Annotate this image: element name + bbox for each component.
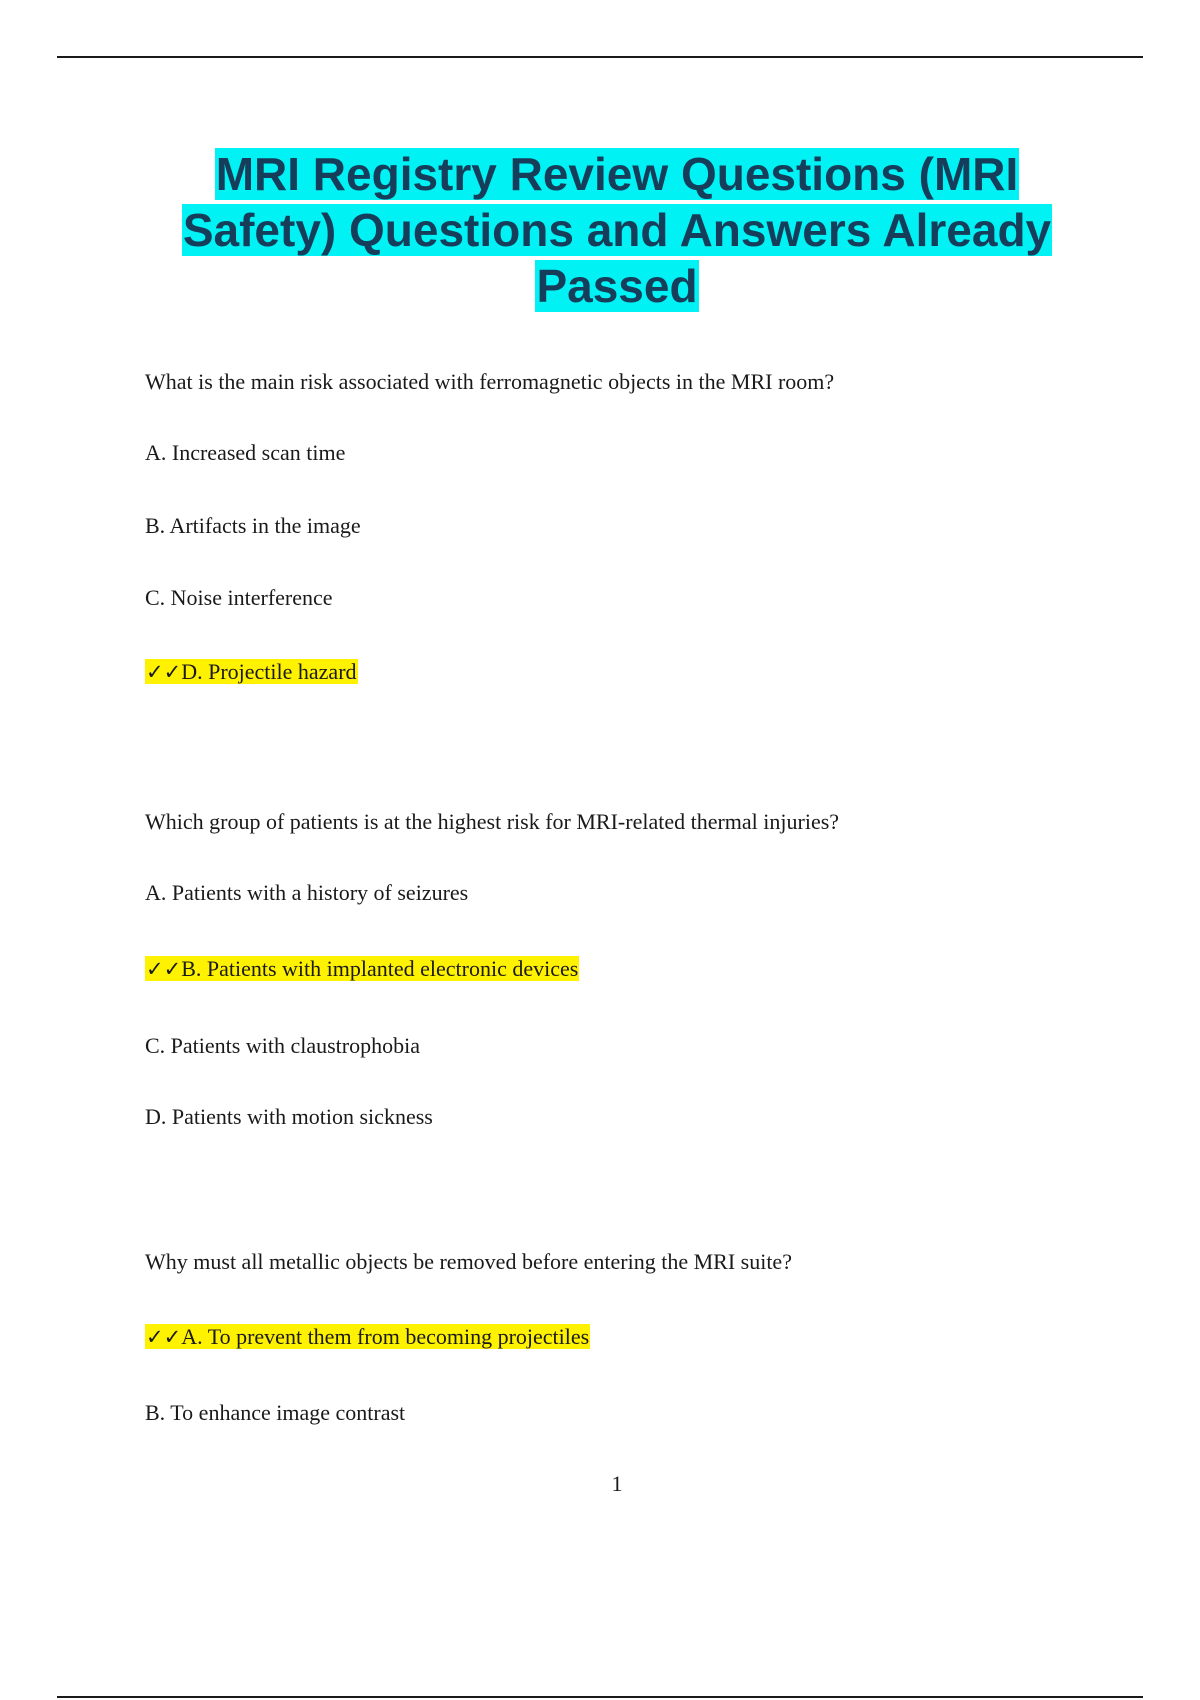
question-3-option-a-correct [145,1322,590,1352]
question-2-prompt: Which group of patients is at the highest risk for MRI-related thermal injuries? [145,809,840,834]
checkmark-icon: ✓✓ [146,1325,182,1349]
title-line: Passed [536,260,698,312]
question-2-option-d: D. Patients with motion sickness [145,1104,433,1129]
bottom-rule [57,1696,1143,1698]
document-title [60,146,1174,314]
title-line: Safety) Questions and Answers Already [182,204,1052,256]
checkmark-icon: ✓✓ [146,957,182,981]
correct-answer-highlight [145,1324,590,1349]
question-2-option-b-correct [145,954,579,984]
question-1-option-d-correct [145,657,358,687]
question-3-option-b: B. To enhance image contrast [145,1400,406,1425]
question-3-prompt: Why must all metallic objects be removed before entering the MRI suite? [145,1249,792,1274]
page-number: 1 [611,1471,623,1496]
question-1-option-c: C. Noise interference [145,585,333,610]
checkmark-icon: ✓✓ [146,660,182,684]
question-1-option-a: A. Increased scan time [145,440,346,465]
question-2-option-c: C. Patients with claustrophobia [145,1033,420,1058]
top-rule [57,56,1143,58]
answer-text: D. Projectile hazard [181,659,357,684]
question-1-prompt: What is the main risk associated with ferromagnetic objects in the MRI room? [145,369,835,394]
title-line: MRI Registry Review Questions (MRI [215,148,1019,200]
question-2-option-a: A. Patients with a history of seizures [145,880,469,905]
correct-answer-highlight [145,956,579,981]
answer-text: B. Patients with implanted electronic devices [181,956,579,981]
correct-answer-highlight [145,659,358,684]
question-1-option-b: B. Artifacts in the image [145,513,361,538]
answer-text: A. To prevent them from becoming projectiles [181,1324,590,1349]
